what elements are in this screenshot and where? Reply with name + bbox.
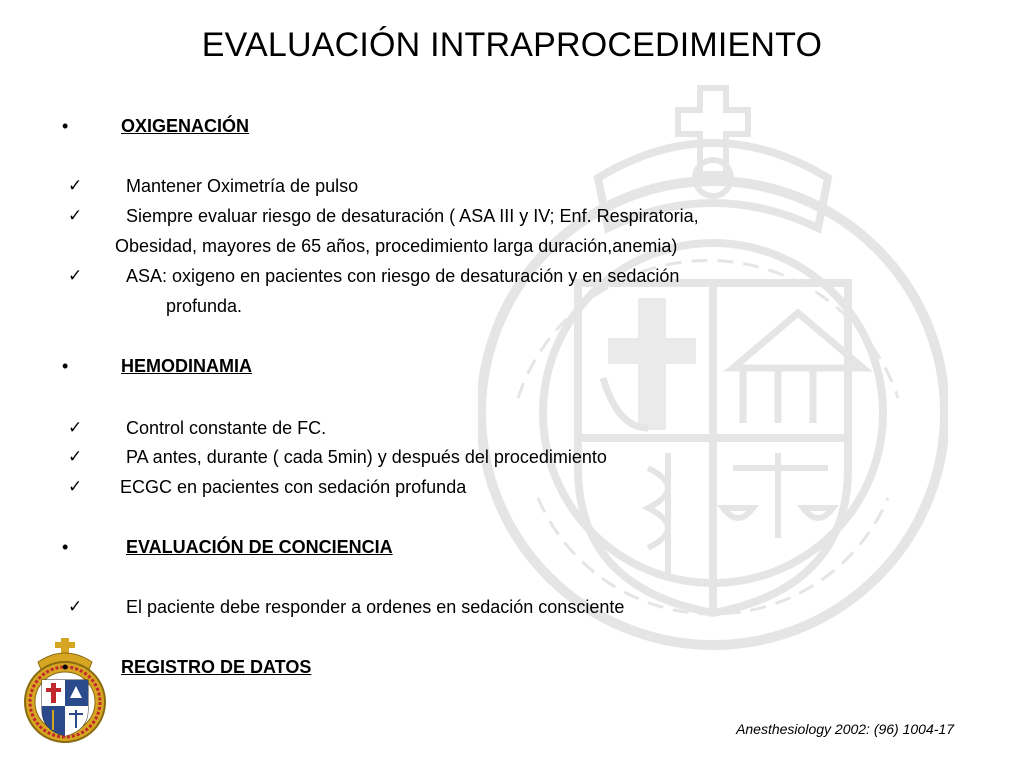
bullet-icon: • <box>62 657 69 677</box>
checkmark-icon: ✓ <box>68 477 83 496</box>
list-item: Control constante de FC. <box>126 418 327 438</box>
list-item: Mantener Oximetría de pulso <box>126 176 359 196</box>
bullet-icon: • <box>62 356 69 376</box>
checkmark-icon: ✓ <box>68 418 83 437</box>
checkmark-icon: ✓ <box>68 597 83 616</box>
citation: Anesthesiology 2002: (96) 1004-17 <box>736 721 954 737</box>
list-item: PA antes, durante ( cada 5min) y después del procedimiento <box>126 447 607 467</box>
bullet-icon: • <box>62 116 69 136</box>
list-item: ASA: oxigeno en pacientes con riesgo de desaturación y en sedación <box>126 266 680 286</box>
list-item: Siempre evaluar riesgo de desaturación ( ASA III y IV; Enf. Respiratoria, <box>126 206 699 226</box>
section-heading-oxigenacion: OXIGENACIÓN <box>121 116 250 136</box>
section-heading-registro: REGISTRO DE DATOS <box>121 657 312 677</box>
section-heading-hemodinamia: HEMODINAMIA <box>121 356 252 376</box>
list-item: El paciente debe responder a ordenes en sedación consciente <box>126 597 625 617</box>
slide-title: EVALUACIÓN INTRAPROCEDIMIENTO <box>201 26 823 64</box>
checkmark-icon: ✓ <box>68 176 83 195</box>
section-heading-conciencia: EVALUACIÓN DE CONCIENCIA <box>126 537 393 557</box>
checkmark-icon: ✓ <box>68 447 83 466</box>
list-item-continuation: Obesidad, mayores de 65 años, procedimiento larga duración,anemia) <box>115 236 678 256</box>
university-crest-icon <box>20 636 110 746</box>
list-item: ECGC en pacientes con sedación profunda <box>120 477 467 497</box>
list-item-continuation: profunda. <box>166 296 243 316</box>
checkmark-icon: ✓ <box>68 266 83 285</box>
university-seal-watermark-icon <box>478 68 948 668</box>
checkmark-icon: ✓ <box>68 206 83 225</box>
bullet-icon: • <box>62 537 69 557</box>
